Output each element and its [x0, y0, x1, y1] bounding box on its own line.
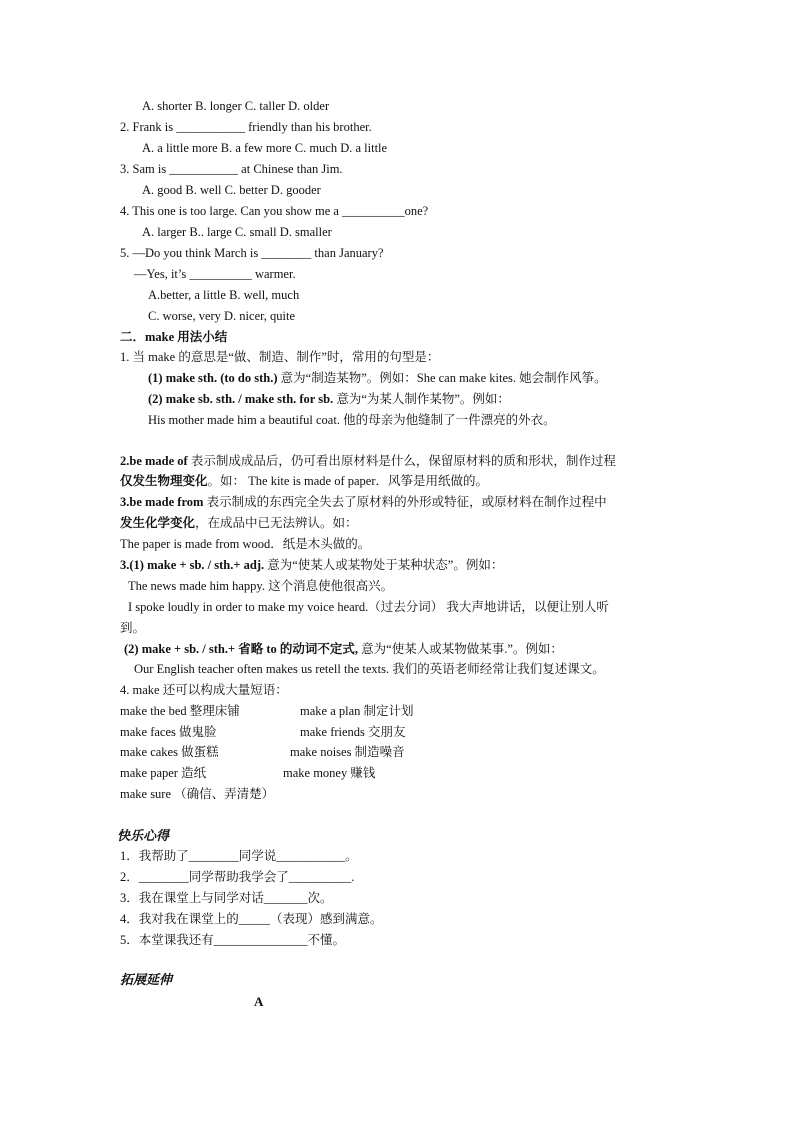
make-p2-line1: [120, 453, 616, 469]
reflection-item: 4．我对我在课堂上的_____（表现）感到满意。: [120, 912, 383, 926]
q1-options: A. shorter B. longer C. taller D. older: [142, 99, 330, 113]
make-p3-pattern: 3.be made from: [120, 495, 204, 509]
make-p4-2-line: [124, 641, 563, 657]
make-p2-emphasis: 仅发生物理变化: [120, 474, 208, 488]
q3-question: 3. Sam is ___________ at Chinese than Jim.: [120, 162, 343, 176]
make-p2-line2-text: 。如： The kite is made of paper．风筝是用纸做的。: [207, 474, 489, 488]
phrase-last: make sure （确信、弄清楚）: [120, 787, 275, 801]
make-p4-pattern: 3.(1) make + sb. / sth.+ adj.: [120, 558, 265, 572]
q5-reply: —Yes, it’s __________ warmer.: [134, 267, 296, 281]
make-p3-text: 表示制成的东西完全失去了原材料的外形或特征，或原材料在制作过程中: [203, 495, 607, 509]
phrase-left: make paper 造纸: [120, 766, 207, 780]
phrase-left: make faces 做鬼脸: [120, 725, 217, 739]
make-p3-example: The paper is made from wood．纸是木头做的。: [120, 537, 371, 551]
reflection-item: 3．我在课堂上与同学对话_______次。: [120, 891, 333, 905]
make-p4-2-example: Our English teacher often makes us retell the texts. 我们的英语老师经常让我们复述课文。: [134, 662, 605, 676]
make-p3-line1: [120, 494, 607, 510]
make-p1-2: [148, 391, 510, 407]
make-p1-2-example: His mother made him a beautiful coat. 他的母亲为他缝制了一件漂亮的外衣。: [148, 413, 556, 427]
make-p4-text: 意为“使某人或某物处于某种状态”。例如：: [264, 558, 504, 572]
make-p3-emphasis: 发生化学变化: [120, 516, 196, 530]
make-p3-line2-text: ，在成品中已无法辨认。如：: [195, 516, 358, 530]
make-p2-text: 表示制成成品后，仍可看出原材料是什么，保留原材料的质和形状，制作过程: [187, 454, 616, 468]
phrase-right: make friends 交朋友: [300, 725, 406, 739]
phrase-right: make a plan 制定计划: [300, 704, 414, 718]
phrase-left: make cakes 做蛋糕: [120, 745, 219, 759]
q2-question: 2. Frank is ___________ friendly than his brother.: [120, 120, 372, 134]
make-phrases-intro: 4. make 还可以构成大量短语：: [120, 683, 288, 697]
reflection-item: 1．我帮助了________同学说___________。: [120, 849, 358, 863]
q5-options-a: A.better, a little B. well, much: [148, 288, 300, 302]
extension-heading: 拓展延伸: [120, 972, 173, 987]
make-p1-1-pattern: (1) make sth. (to do sth.): [148, 371, 278, 385]
make-p1-1: [148, 370, 607, 386]
q4-question: 4. This one is too large. Can you show me a __________one?: [120, 204, 429, 218]
make-p1-2-pattern: (2) make sb. sth. / make sth. for sb.: [148, 392, 334, 406]
reflection-item: 5．本堂课我还有_______________不懂。: [120, 933, 346, 947]
extension-section-a: A: [254, 994, 264, 1009]
make-p4-example2b: 到。: [120, 621, 146, 635]
make-p1-2-text: 意为“为某人制作某物”。例如：: [333, 392, 510, 406]
make-p4-2-text: 意为“使某人或某物做某事.”。例如：: [358, 642, 563, 656]
reflection-item: 2．________同学帮助我学会了__________.: [120, 870, 355, 884]
q3-options: A. good B. well C. better D. gooder: [142, 183, 321, 197]
q5-question: 5. —Do you think March is ________ than January?: [120, 246, 384, 260]
make-p2-line2: [120, 473, 488, 489]
q4-options: A. larger B.. large C. small D. smaller: [142, 225, 332, 239]
make-p2-pattern: 2.be made of: [120, 454, 188, 468]
make-p1-intro: 1. 当 make 的意思是“做、制造、制作”时，常用的句型是：: [120, 350, 440, 364]
make-p3-line2: [120, 515, 358, 531]
reflection-heading: 快乐心得: [117, 828, 170, 843]
make-heading: 二．make 用法小结: [120, 330, 228, 344]
make-p4-example1: The news made him happy. 这个消息使他很高兴。: [128, 579, 394, 593]
make-p1-1-text: 意为“制造某物”。例如：She can make kites. 她会制作风筝。: [277, 371, 607, 385]
q5-options-b: C. worse, very D. nicer, quite: [148, 309, 296, 323]
phrase-right: make noises 制造噪音: [290, 745, 405, 759]
q2-options: A. a little more B. a few more C. much D. a little: [142, 141, 388, 155]
make-p4-example2a: I spoke loudly in order to make my voice heard.（过去分词） 我大声地讲话，以便让别人听: [128, 600, 609, 614]
phrase-right: make money 赚钱: [283, 766, 376, 780]
make-p4-line1: [120, 557, 503, 573]
phrase-left: make the bed 整理床铺: [120, 704, 240, 718]
make-p4-2-pattern: (2) make + sb. / sth.+ 省略 to 的动词不定式,: [124, 642, 359, 656]
